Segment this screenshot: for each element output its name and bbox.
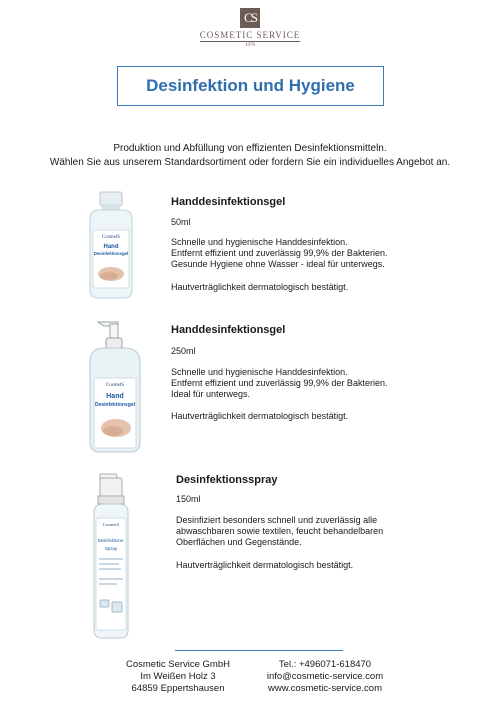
product-note: Hautverträglichkeit dermatologisch bestätigt. [176,560,354,570]
description-line: Entfernt effizient und zuverlässig 99,9% der Bakterien. [171,378,388,388]
description-line: Entfernt effizient und zuverlässig 99,9% der Bakterien. [171,248,388,258]
description-line: abwaschbaren sowie textilen, feucht behandelbaren [176,526,384,536]
label-line-1: Desinfektions- [97,538,125,543]
product-description [171,237,471,270]
intro-line-2: Wählen Sie aus unserem Standardsortiment oder fordern Sie ein individuelles Angebot an. [49,157,451,168]
intro-text [0,142,500,170]
product-size: 250ml [171,346,196,356]
description-line: Oberflächen und Gegenstände. [176,537,302,547]
label-brand: CosmetS [101,235,121,240]
product-title: Handdesinfektionsgel [171,324,286,336]
product-size: 150ml [176,494,201,504]
label-line-1: Hand [103,244,119,250]
description-line: Gesunde Hygiene ohne Wasser - ideal für unterwegs. [171,259,385,269]
intro-line-1: Produktion und Abfüllung von effizienten Desinfektionsmitteln. [113,143,387,154]
product-title: Handdesinfektionsgel [171,196,286,208]
brand-name: COSMETIC SERVICE [199,30,301,40]
title-box [117,66,384,106]
footer-city: 64859 Eppertshausen [131,683,225,694]
footer-contact [255,659,395,695]
product-description [171,367,471,400]
gel-bottle-50ml-image [80,190,142,300]
label-line-1: Hand [106,393,124,400]
label-line-2: Desinfektionsgel [93,251,129,256]
brand-year: 1976 [245,43,255,48]
page-title: Desinfektion und Hygiene [146,76,355,95]
label-line-2: Spray [104,547,118,552]
description-line: Ideal für unterwegs. [171,389,251,399]
label-line-2: Desinfektionsgel [94,402,136,408]
product-size: 50ml [171,217,191,227]
description-line: Schnelle und hygienische Handdesinfektion. [171,367,348,377]
label-brand: CosmetS [102,522,120,527]
gel-pump-bottle-250ml-image [78,318,152,454]
brand-divider [200,41,300,42]
disinfection-spray-bottle-image [86,468,138,640]
footer-website-link[interactable]: www.cosmetic-service.com [267,683,383,694]
description-line: Schnelle und hygienische Handdesinfektion. [171,237,348,247]
description-line: Desinfiziert besonders schnell und zuverlässig alle [176,515,378,525]
product-title: Desinfektionsspray [176,474,278,486]
footer-phone: Tel.: +496071-618470 [278,659,372,670]
brand-monogram-logo: CS [240,8,260,28]
footer-street: Im Weißen Holz 3 [140,671,216,682]
product-note: Hautverträglichkeit dermatologisch bestätigt. [171,282,349,292]
label-brand: CosmetS [105,383,125,388]
footer-company: Cosmetic Service GmbH [126,659,230,670]
footer-divider [175,650,343,651]
product-note: Hautverträglichkeit dermatologisch bestätigt. [171,411,349,421]
brand-header [0,8,500,48]
product-description [176,515,476,548]
footer-email-link[interactable]: info@cosmetic-service.com [266,671,384,682]
footer-address [108,659,248,695]
